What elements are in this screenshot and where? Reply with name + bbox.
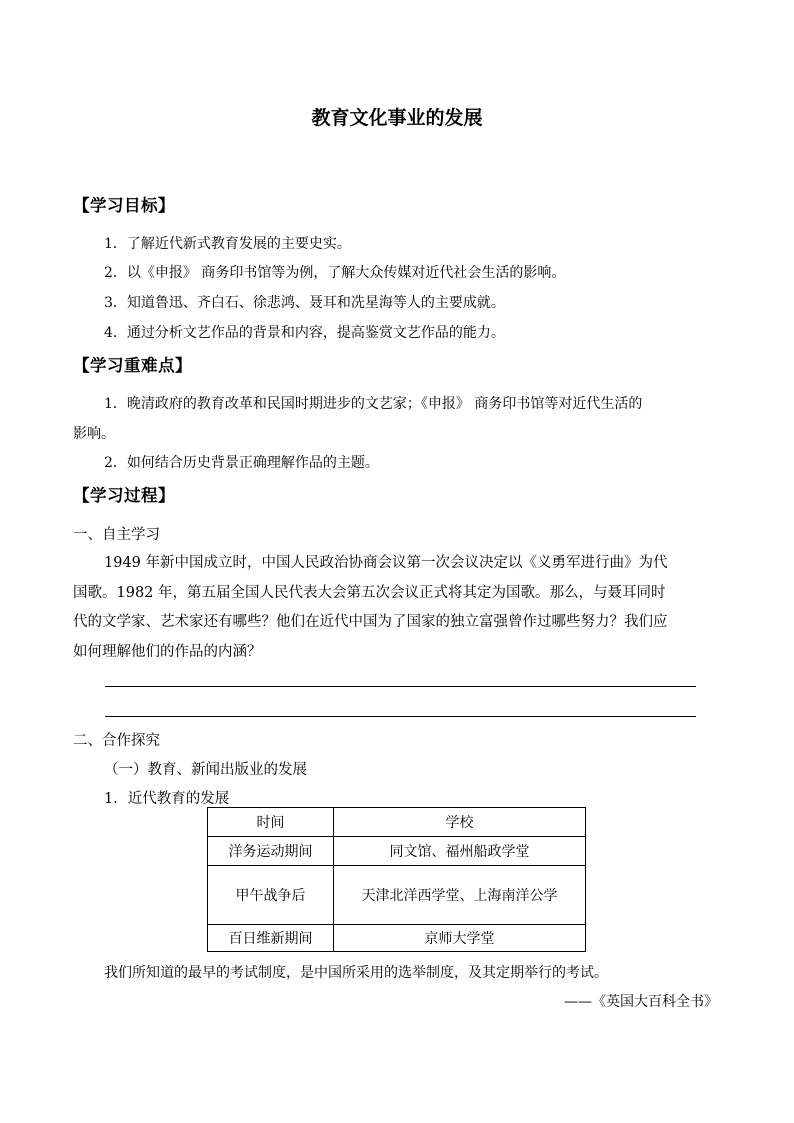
objectives-heading: 【学习目标】 bbox=[73, 196, 175, 215]
key-point-item-1-line-2: 影响。 bbox=[73, 426, 115, 442]
key-points-heading: 【学习重难点】 bbox=[73, 356, 192, 375]
table-cell-school: 天津北洋西学堂、上海南洋公学 bbox=[334, 866, 586, 925]
table-cell-time: 甲午战争后 bbox=[208, 866, 334, 925]
answer-line-1[interactable] bbox=[105, 686, 696, 687]
objective-item-1: 1．了解近代新式教育发展的主要史实。 bbox=[104, 236, 351, 252]
table-header-time: 时间 bbox=[208, 808, 334, 837]
objective-item-2: 2．以《申报》 商务印书馆等为例，了解大众传媒对近代社会生活的影响。 bbox=[104, 265, 566, 281]
self-study-line-2: 国歌。1982 年，第五届全国人民代表大会第五次会议正式将其定为国歌。那么，与聂耳同时 bbox=[73, 585, 666, 601]
cooperative-subheading: （一）教育、新闻出版业的发展 bbox=[104, 762, 307, 778]
table-row bbox=[208, 837, 586, 866]
self-study-heading: 一、自主学习 bbox=[73, 527, 160, 543]
education-table bbox=[207, 807, 586, 952]
table-cell-time: 洋务运动期间 bbox=[208, 837, 334, 866]
key-point-item-2: 2．如何结合历史背景正确理解作品的主题。 bbox=[104, 455, 379, 471]
table-header-row bbox=[208, 808, 586, 837]
process-heading: 【学习过程】 bbox=[73, 486, 175, 505]
objective-item-4: 4．通过分析文艺作品的背景和内容，提高鉴赏文艺作品的能力。 bbox=[104, 325, 505, 341]
table-cell-time: 百日维新期间 bbox=[208, 925, 334, 952]
table-cell-school: 同文馆、福州船政学堂 bbox=[334, 837, 586, 866]
cooperative-heading: 二、合作探究 bbox=[73, 733, 160, 749]
education-topic: 1．近代教育的发展 bbox=[104, 791, 230, 807]
table-row bbox=[208, 925, 586, 952]
self-study-line-4: 如何理解他们的作品的内涵？ bbox=[73, 644, 262, 660]
table-row bbox=[208, 866, 586, 925]
self-study-line-3: 代的文学家、艺术家还有哪些？他们在近代中国为了国家的独立富强曾作过哪些努力？我们应 bbox=[73, 614, 668, 630]
exam-quote: 我们所知道的最早的考试制度，是中国所采用的选举制度，及其定期举行的考试。 bbox=[104, 965, 608, 981]
quote-source: ——《英国大百科全书》 bbox=[564, 994, 718, 1010]
answer-line-2[interactable] bbox=[105, 716, 696, 717]
table-cell-school: 京师大学堂 bbox=[334, 925, 586, 952]
self-study-line-1: 1949 年新中国成立时，中国人民政治协商会议第一次会议决定以《义勇军进行曲》为代 bbox=[104, 555, 668, 571]
table-header-school: 学校 bbox=[334, 808, 586, 837]
objective-item-3: 3．知道鲁迅、齐白石、徐悲鸿、聂耳和冼星海等人的主要成就。 bbox=[104, 295, 505, 311]
document-title: 教育文化事业的发展 bbox=[311, 107, 483, 129]
key-point-item-1-line-1: 1．晚清政府的教育改革和民国时期进步的文艺家；《申报》 商务印书馆等对近代生活的 bbox=[104, 396, 643, 412]
